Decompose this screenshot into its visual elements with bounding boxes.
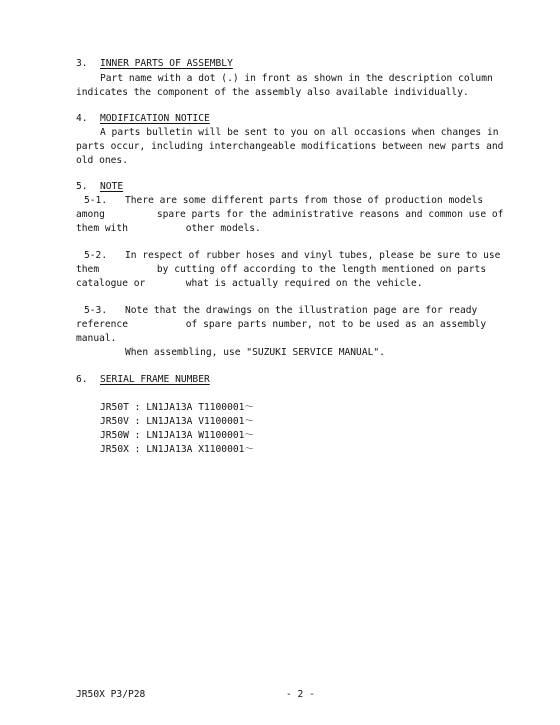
note-5-3-line-2: reference of spare parts number, not to be used as an assembly bbox=[76, 319, 487, 330]
page-number: - 2 - bbox=[286, 689, 315, 700]
serial-row-jr50t: JR50T : LN1JA13A T1100001～ bbox=[100, 402, 254, 413]
section-4-line-2: parts occur, including interchangeable modifications between new parts and bbox=[76, 141, 504, 152]
note-5-1-line-1: There are some different parts from those of production models bbox=[125, 195, 484, 206]
serial-row-jr50v: JR50V : LN1JA13A V1100001～ bbox=[100, 416, 254, 427]
note-5-3-number: 5-3. bbox=[84, 305, 108, 316]
section-3-line-1: Part name with a dot (.) in front as shown in the description column bbox=[100, 73, 493, 84]
section-4-heading: MODIFICATION NOTICE bbox=[100, 113, 210, 124]
section-4-line-3: old ones. bbox=[76, 155, 128, 166]
note-5-1-line-3: them with other models. bbox=[76, 223, 261, 234]
note-5-3-line-3: manual. bbox=[76, 333, 117, 344]
serial-row-jr50x: JR50X : LN1JA13A X1100001～ bbox=[100, 444, 254, 455]
section-4-line-1: A parts bulletin will be sent to you on all occasions when changes in bbox=[100, 127, 499, 138]
section-6-number: 6. bbox=[76, 374, 88, 385]
note-5-1-line-2: among spare parts for the administrative reasons and common use of bbox=[76, 209, 504, 220]
section-3-heading: INNER PARTS OF ASSEMBLY bbox=[100, 58, 233, 69]
note-5-2-line-3: catalogue or what is actually required on the vehicle. bbox=[76, 278, 423, 289]
note-5-3-line-4: When assembling, use "SUZUKI SERVICE MANUAL". bbox=[125, 347, 385, 358]
section-4-number: 4. bbox=[76, 113, 88, 124]
section-5-heading: NOTE bbox=[100, 181, 124, 192]
footer-doc-code: JR50X P3/P28 bbox=[76, 689, 146, 700]
section-3-number: 3. bbox=[76, 58, 88, 69]
note-5-1-number: 5-1. bbox=[84, 195, 108, 206]
note-5-3-line-1: Note that the drawings on the illustration page are for ready bbox=[125, 305, 478, 316]
section-5-number: 5. bbox=[76, 181, 88, 192]
section-3-line-2: indicates the component of the assembly also available individually. bbox=[76, 87, 469, 98]
note-5-2-line-1: In respect of rubber hoses and vinyl tubes, please be sure to use bbox=[125, 250, 501, 261]
note-5-2-line-2: them by cutting off according to the length mentioned on parts bbox=[76, 264, 487, 275]
section-6-heading: SERIAL FRAME NUMBER bbox=[100, 374, 210, 385]
note-5-2-number: 5-2. bbox=[84, 250, 108, 261]
serial-row-jr50w: JR50W : LN1JA13A W1100001～ bbox=[100, 430, 254, 441]
